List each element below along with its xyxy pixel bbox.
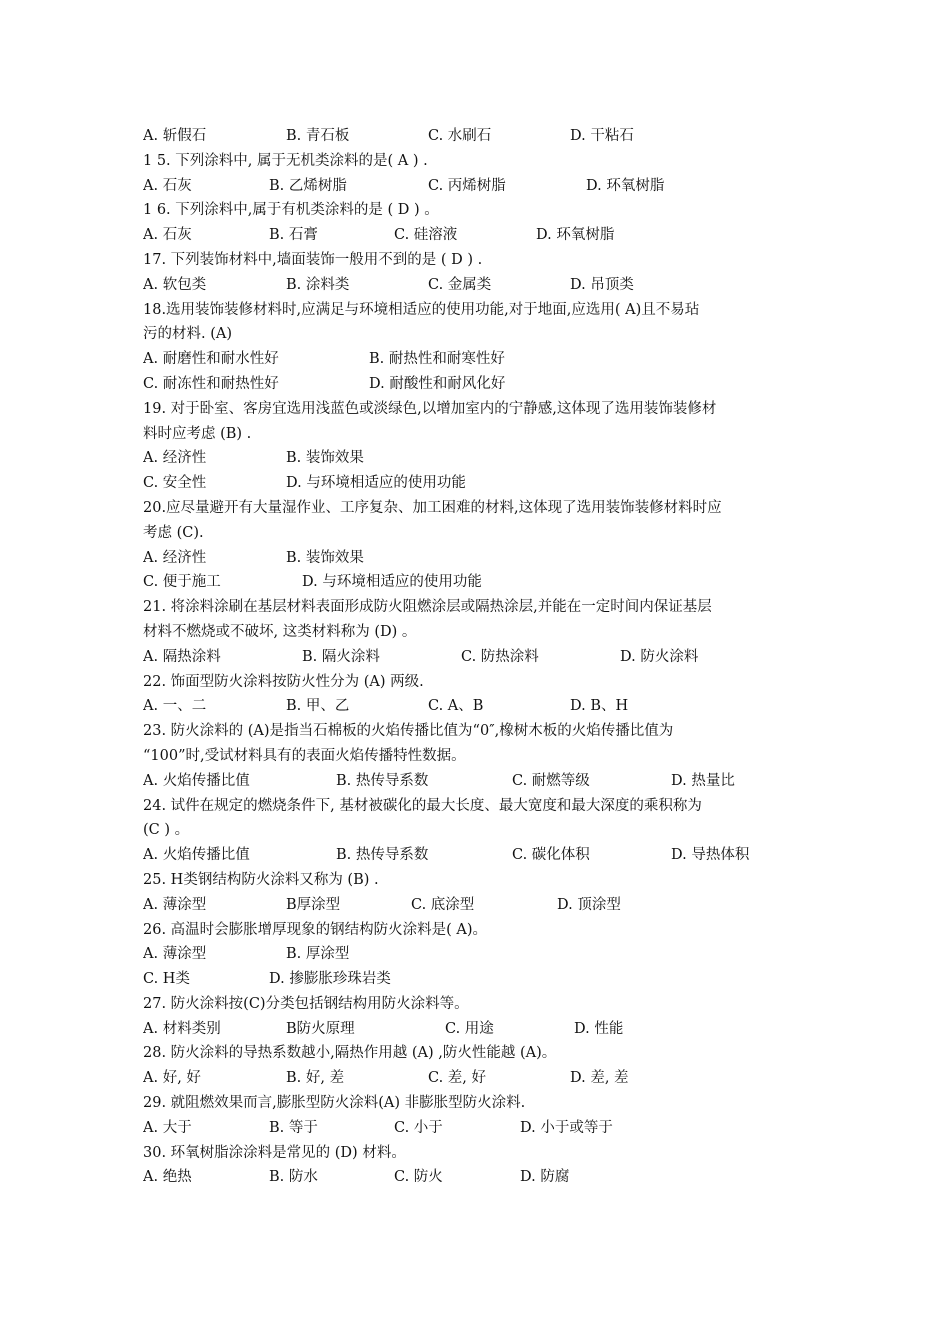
answer-options (143, 124, 811, 149)
answer-option: D. 防腐 (520, 1169, 570, 1186)
question-text: 19. 对于卧室、客房宜选用浅蓝色或淡绿色,以增加室内的宁静感,这体现了选用装饰装修材 (143, 400, 717, 417)
question-text: 材料不燃烧或不破坏, 这类材料称为 (D) 。 (143, 623, 417, 640)
answer-option: B. 涂料类 (286, 276, 350, 293)
answer-option: B. 石膏 (269, 227, 318, 244)
question-list (143, 124, 811, 1190)
question-text: 17. 下列装饰材料中,墙面装饰一般用不到的是 ( D ) . (143, 251, 483, 268)
question-text: 28. 防火涂料的导热系数越小,隔热作用越 (A) ,防火性能越 (A)。 (143, 1045, 557, 1062)
answer-options (143, 942, 811, 967)
answer-option: A. 石灰 (143, 227, 192, 244)
answer-option: B. 热传导系数 (336, 847, 429, 864)
answer-option: A. 耐磨性和耐水性好 (143, 351, 279, 368)
question-text: 30. 环氧树脂涂涂料是常见的 (D) 材料。 (143, 1144, 406, 1161)
answer-options (143, 223, 811, 248)
question-text: 20.应尽量避开有大量湿作业、工序复杂、加工困难的材料,这体现了选用装饰装修材料时应 (143, 499, 722, 516)
question-text: 21. 将涂料涂刷在基层材料表面形成防火阻燃涂层或隔热涂层,并能在一定时间内保证基层 (143, 599, 712, 616)
answer-options (143, 174, 811, 199)
question-text: 27. 防火涂料按(C)分类包括钢结构用防火涂料等。 (143, 995, 469, 1012)
answer-option: A. 火焰传播比值 (143, 772, 250, 789)
answer-options (143, 1066, 811, 1091)
answer-option: A. 薄涂型 (143, 896, 207, 913)
answer-option: D. 差, 差 (570, 1070, 629, 1087)
answer-options (143, 273, 811, 298)
question-text: (C ) 。 (143, 822, 190, 839)
answer-option: C. 小于 (394, 1119, 443, 1136)
answer-option: C. 水刷石 (428, 128, 492, 144)
answer-option: D. 掺膨胀珍珠岩类 (269, 971, 391, 988)
answer-option: B. 甲、乙 (286, 698, 350, 715)
answer-options (143, 1017, 811, 1042)
answer-option: C. 金属类 (428, 276, 492, 293)
answer-option: C. 硅溶液 (394, 227, 458, 244)
answer-option: D. 小于或等于 (520, 1119, 613, 1136)
answer-option: A. 经济性 (143, 549, 207, 566)
answer-option: C. 便于施工 (143, 574, 221, 591)
question-text: 26. 高温时会膨胀增厚现象的钢结构防火涂料是( A)。 (143, 921, 488, 938)
answer-option: D. 与环境相适应的使用功能 (302, 574, 482, 591)
answer-option: B. 装饰效果 (286, 450, 364, 467)
answer-options (143, 967, 811, 992)
answer-option: A. 一、二 (143, 698, 207, 715)
answer-option: C. 碳化体积 (512, 847, 590, 864)
answer-option: D. 环氧树脂 (586, 177, 665, 194)
answer-option: A. 大于 (143, 1119, 192, 1136)
answer-option: A. 石灰 (143, 177, 192, 194)
question-text: 考虑 (C). (143, 524, 204, 541)
question-text: 污的材料. (A) (143, 326, 233, 343)
answer-option: C. 丙烯树脂 (428, 177, 506, 194)
answer-options (143, 1116, 811, 1141)
answer-option: C. H类 (143, 971, 190, 988)
answer-option: C. A、B (428, 698, 484, 715)
answer-option: D. 吊顶类 (570, 276, 634, 293)
answer-options (143, 694, 811, 719)
answer-option: B. 耐热性和耐寒性好 (369, 351, 505, 368)
answer-options (143, 471, 811, 496)
answer-option: B厚涂型 (286, 896, 341, 913)
answer-option: B. 热传导系数 (336, 772, 429, 789)
answer-option: B. 青石板 (286, 128, 350, 144)
question-text: 29. 就阻燃效果而言,膨胀型防火涂料(A) 非膨胀型防火涂料. (143, 1095, 526, 1112)
answer-option: C. 防火 (394, 1169, 443, 1186)
answer-option: D. 性能 (574, 1020, 624, 1037)
answer-option: C. 安全性 (143, 475, 207, 492)
answer-options (143, 570, 811, 595)
question-text: 1 6. 下列涂料中,属于有机类涂料的是 ( D ) 。 (143, 202, 439, 219)
answer-option: B防火原理 (286, 1020, 355, 1037)
question-text: 1 5. 下列涂料中, 属于无机类涂料的是( A ) . (143, 152, 428, 169)
answer-options (143, 446, 811, 471)
answer-options (143, 372, 811, 397)
answer-options (143, 546, 811, 571)
answer-option: D. 干粘石 (570, 128, 634, 144)
question-text: 25. H类钢结构防火涂料又称为 (B) . (143, 871, 379, 888)
answer-options (143, 645, 811, 670)
question-text: 22. 饰面型防火涂料按防火性分为 (A) 两级. (143, 673, 424, 690)
answer-option: C. 差, 好 (428, 1070, 487, 1087)
question-text: 18.选用装饰装修材料时,应满足与环境相适应的使用功能,对于地面,应选用( A)且不易玷 (143, 301, 700, 318)
answer-option: D. B、H (570, 698, 629, 715)
answer-option: D. 环氧树脂 (536, 227, 615, 244)
answer-option: A. 火焰传播比值 (143, 847, 250, 864)
answer-option: D. 顶涂型 (557, 896, 621, 913)
answer-option: B. 乙烯树脂 (269, 177, 347, 194)
answer-option: A. 薄涂型 (143, 946, 207, 963)
question-text: 23. 防火涂料的 (A)是指当石棉板的火焰传播比值为“0″,橡树木板的火焰传播比值为 (143, 723, 674, 740)
question-text: “100”时,受试材料具有的表面火焰传播特性数据。 (143, 747, 466, 764)
question-text: 料时应考虑 (B) . (143, 425, 252, 442)
answer-option: C. 防热涂料 (461, 648, 539, 665)
answer-option: C. 耐燃等级 (512, 772, 590, 789)
answer-option: D. 防火涂料 (620, 648, 699, 665)
answer-option: D. 热量比 (671, 772, 735, 789)
answer-option: C. 耐冻性和耐热性好 (143, 375, 279, 392)
answer-option: C. 底涂型 (411, 896, 475, 913)
answer-option: D. 耐酸性和耐风化好 (369, 375, 506, 392)
answer-options (143, 893, 811, 918)
answer-option: B. 装饰效果 (286, 549, 364, 566)
answer-option: A. 软包类 (143, 276, 207, 293)
answer-option: B. 隔火涂料 (302, 648, 380, 665)
answer-option: B. 好, 差 (286, 1070, 345, 1087)
answer-option: C. 用途 (445, 1020, 494, 1037)
answer-options (143, 843, 811, 868)
answer-option: A. 隔热涂料 (143, 648, 221, 665)
answer-option: D. 导热体积 (671, 847, 750, 864)
answer-option: B. 厚涂型 (286, 946, 350, 963)
answer-option: B. 防水 (269, 1169, 318, 1186)
answer-option: A. 经济性 (143, 450, 207, 467)
question-text: 24. 试件在规定的燃烧条件下, 基材被碳化的最大长度、最大宽度和最大深度的乘积称为 (143, 797, 702, 814)
answer-option: D. 与环境相适应的使用功能 (286, 475, 466, 492)
answer-option: A. 斩假石 (143, 128, 207, 144)
answer-option: A. 好, 好 (143, 1070, 201, 1087)
answer-option: B. 等于 (269, 1119, 318, 1136)
answer-options (143, 1165, 811, 1190)
answer-options (143, 769, 811, 794)
answer-option: A. 绝热 (143, 1169, 192, 1186)
answer-options (143, 347, 811, 372)
answer-option: A. 材料类别 (143, 1020, 221, 1037)
